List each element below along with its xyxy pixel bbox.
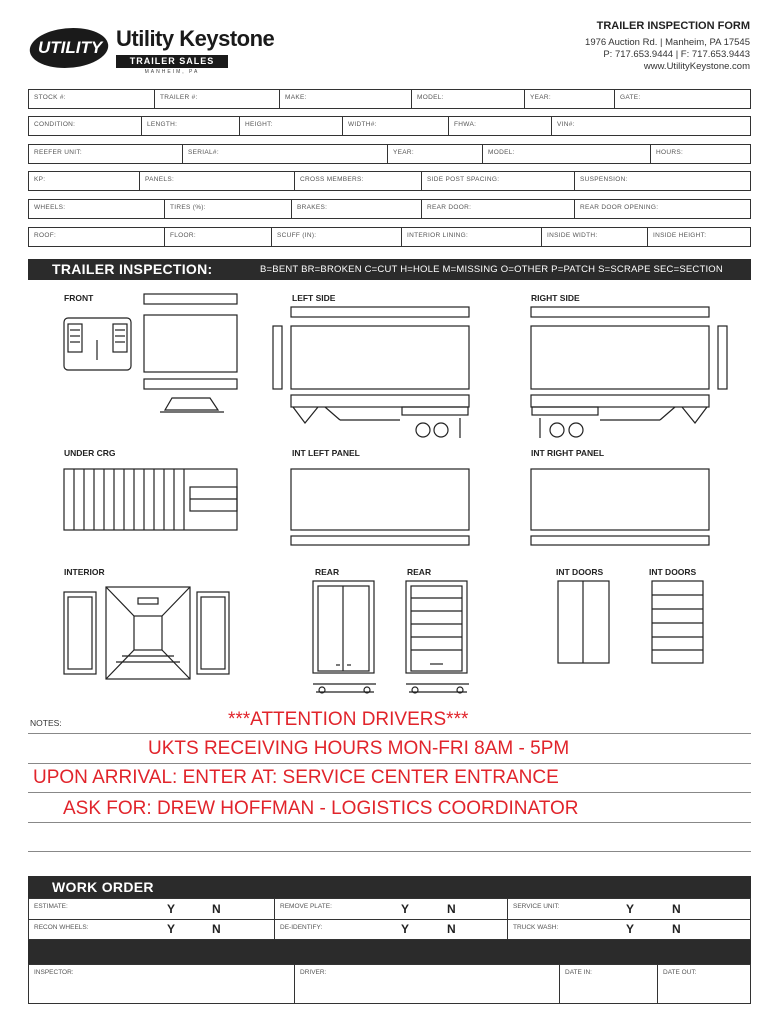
date-out-field[interactable]: DATE OUT: [663,969,697,976]
condition-field[interactable]: CONDITION: [34,121,76,128]
service-unit-label: SERVICE UNIT: [513,903,560,910]
truck-wash-no[interactable]: N [672,922,681,936]
info-row [28,199,751,219]
form-title: TRAILER INSPECTION FORM [596,20,750,32]
int-doors-label-2: INT DOORS [649,567,697,577]
interior-label: INTERIOR [64,567,105,577]
make-field[interactable]: MAKE: [279,90,411,108]
serial-field[interactable]: SERIAL#: [182,145,387,163]
notes-label: NOTES: [30,718,62,728]
rear-view-diagram-2[interactable] [406,581,469,693]
info-row [28,144,751,164]
service-unit-no[interactable]: N [672,902,681,916]
contact-person-note: ASK FOR: DREW HOFFMAN - LOGISTICS COORDINATOR [63,798,579,819]
recon-wheels-no[interactable]: N [212,922,221,936]
rear-label-2: REAR [407,567,432,577]
length-field[interactable]: LENGTH: [141,117,239,135]
service-unit-yes[interactable]: Y [626,902,635,916]
work-order-title: WORK ORDER [52,879,154,895]
de-identify-no[interactable]: N [447,922,456,936]
vin-field[interactable]: VIN#: [551,117,750,135]
rear-door-opening-field[interactable]: REAR DOOR OPENING: [574,200,750,218]
de-identify-yes[interactable]: Y [401,922,410,936]
trailer-number-field[interactable]: TRAILER #: [154,90,279,108]
receiving-hours-note: UKTS RECEIVING HOURS MON-FRI 8AM - 5PM [148,738,570,759]
brand-name: Utility Keystone [116,26,275,51]
scuff-field[interactable]: SCUFF (IN): [271,228,401,246]
inspection-title: TRAILER INSPECTION: [52,261,213,277]
work-order-header-bar [28,876,751,898]
reefer-model-field[interactable]: MODEL: [482,145,650,163]
rear-door-field[interactable]: REAR DOOR: [421,200,574,218]
int-right-panel-label: INT RIGHT PANEL [531,448,605,458]
tires-field[interactable]: TIRES (%): [164,200,291,218]
phone-fax: P: 717.653.9444 | F: 717.653.9443 [603,49,750,60]
int-doors-label-1: INT DOORS [556,567,604,577]
inspection-header-bar [28,259,751,280]
right-side-diagram[interactable] [531,307,727,438]
truck-wash-yes[interactable]: Y [626,922,635,936]
brand-subtitle: TRAILER SALES [116,55,228,68]
rear-view-diagram-1[interactable] [313,581,376,693]
side-post-spacing-field[interactable]: SIDE POST SPACING: [421,172,574,190]
damage-code-legend: B=BENT BR=BROKEN C=CUT H=HOLE M=MISSING O=OTHER P=PATCH S=SCRAPE SEC=SECTION [260,264,723,275]
inside-height-field[interactable]: INSIDE HEIGHT: [647,228,750,246]
panels-field[interactable]: PANELS: [139,172,294,190]
gate-field[interactable]: GATE: [614,90,750,108]
under-carriage-diagram[interactable] [64,469,237,530]
height-field[interactable]: HEIGHT: [239,117,342,135]
stock-field[interactable]: STOCK #: [34,94,66,101]
address: 1976 Auction Rd. | Manheim, PA 17545 [585,37,750,48]
int-doors-diagram-1[interactable] [558,581,609,663]
roof-field[interactable]: ROOF: [34,232,57,239]
brand-city: MANHEIM, PA [144,69,200,75]
under-crg-label: UNDER CRG [64,448,116,458]
de-identify-label: DE-IDENTIFY: [280,924,323,931]
wheels-field[interactable]: WHEELS: [34,204,66,211]
reefer-unit-field[interactable]: REEFER UNIT: [34,149,83,156]
inspector-field[interactable]: INSPECTOR: [34,969,74,976]
arrival-entrance-note: UPON ARRIVAL: ENTER AT: SERVICE CENTER ENTRANCE [33,767,559,788]
info-row [28,116,751,136]
attention-drivers-note: ***ATTENTION DRIVERS*** [228,709,469,730]
int-left-panel-diagram[interactable] [291,469,469,545]
work-order-table [28,898,751,940]
trailer-diagrams [0,280,768,700]
kp-field[interactable]: KP: [34,176,46,183]
truck-wash-label: TRUCK WASH: [513,924,559,931]
front-view-diagram[interactable] [64,294,237,412]
remove-plate-yes[interactable]: Y [401,902,410,916]
notes-line [28,763,751,764]
estimate-no[interactable]: N [212,902,221,916]
remove-plate-label: REMOVE PLATE: [280,903,332,910]
recon-wheels-label: RECON WHEELS: [34,924,89,931]
info-row [28,227,751,247]
left-side-diagram[interactable] [273,307,469,438]
website: www.UtilityKeystone.com [643,61,750,72]
work-order-divider-bar [28,940,751,964]
suspension-field[interactable]: SUSPENSION: [574,172,750,190]
notes-line [28,851,751,852]
inside-width-field[interactable]: INSIDE WIDTH: [541,228,647,246]
notes-line [28,822,751,823]
reefer-year-field[interactable]: YEAR: [387,145,482,163]
estimate-label: ESTIMATE: [34,903,68,910]
right-side-label: RIGHT SIDE [531,293,580,303]
interior-lining-field[interactable]: INTERIOR LINING: [401,228,541,246]
rear-label-1: REAR [315,567,340,577]
year-field[interactable]: YEAR: [524,90,614,108]
remove-plate-no[interactable]: N [447,902,456,916]
estimate-yes[interactable]: Y [167,902,176,916]
cross-members-field[interactable]: CROSS MEMBERS: [294,172,421,190]
brakes-field[interactable]: BRAKES: [291,200,421,218]
width-field[interactable]: WIDTH#: [342,117,448,135]
signature-table [28,964,751,1004]
hours-field[interactable]: HOURS: [650,145,750,163]
fhwa-field[interactable]: FHWA: [448,117,551,135]
info-row [28,89,751,109]
utility-logo-text: UTILITY [38,38,103,57]
floor-field[interactable]: FLOOR: [164,228,271,246]
info-row [28,171,751,191]
date-in-field[interactable]: DATE IN: [565,969,592,976]
model-field[interactable]: MODEL: [411,90,524,108]
int-right-panel-diagram[interactable] [531,469,709,545]
recon-wheels-yes[interactable]: Y [167,922,176,936]
int-doors-diagram-2[interactable] [652,581,703,663]
interior-diagram[interactable] [64,587,229,679]
notes-line [28,792,751,793]
notes-line [28,733,751,734]
int-left-panel-label: INT LEFT PANEL [292,448,360,458]
left-side-label: LEFT SIDE [292,293,336,303]
front-label: FRONT [64,293,94,303]
driver-field[interactable]: DRIVER: [300,969,327,976]
